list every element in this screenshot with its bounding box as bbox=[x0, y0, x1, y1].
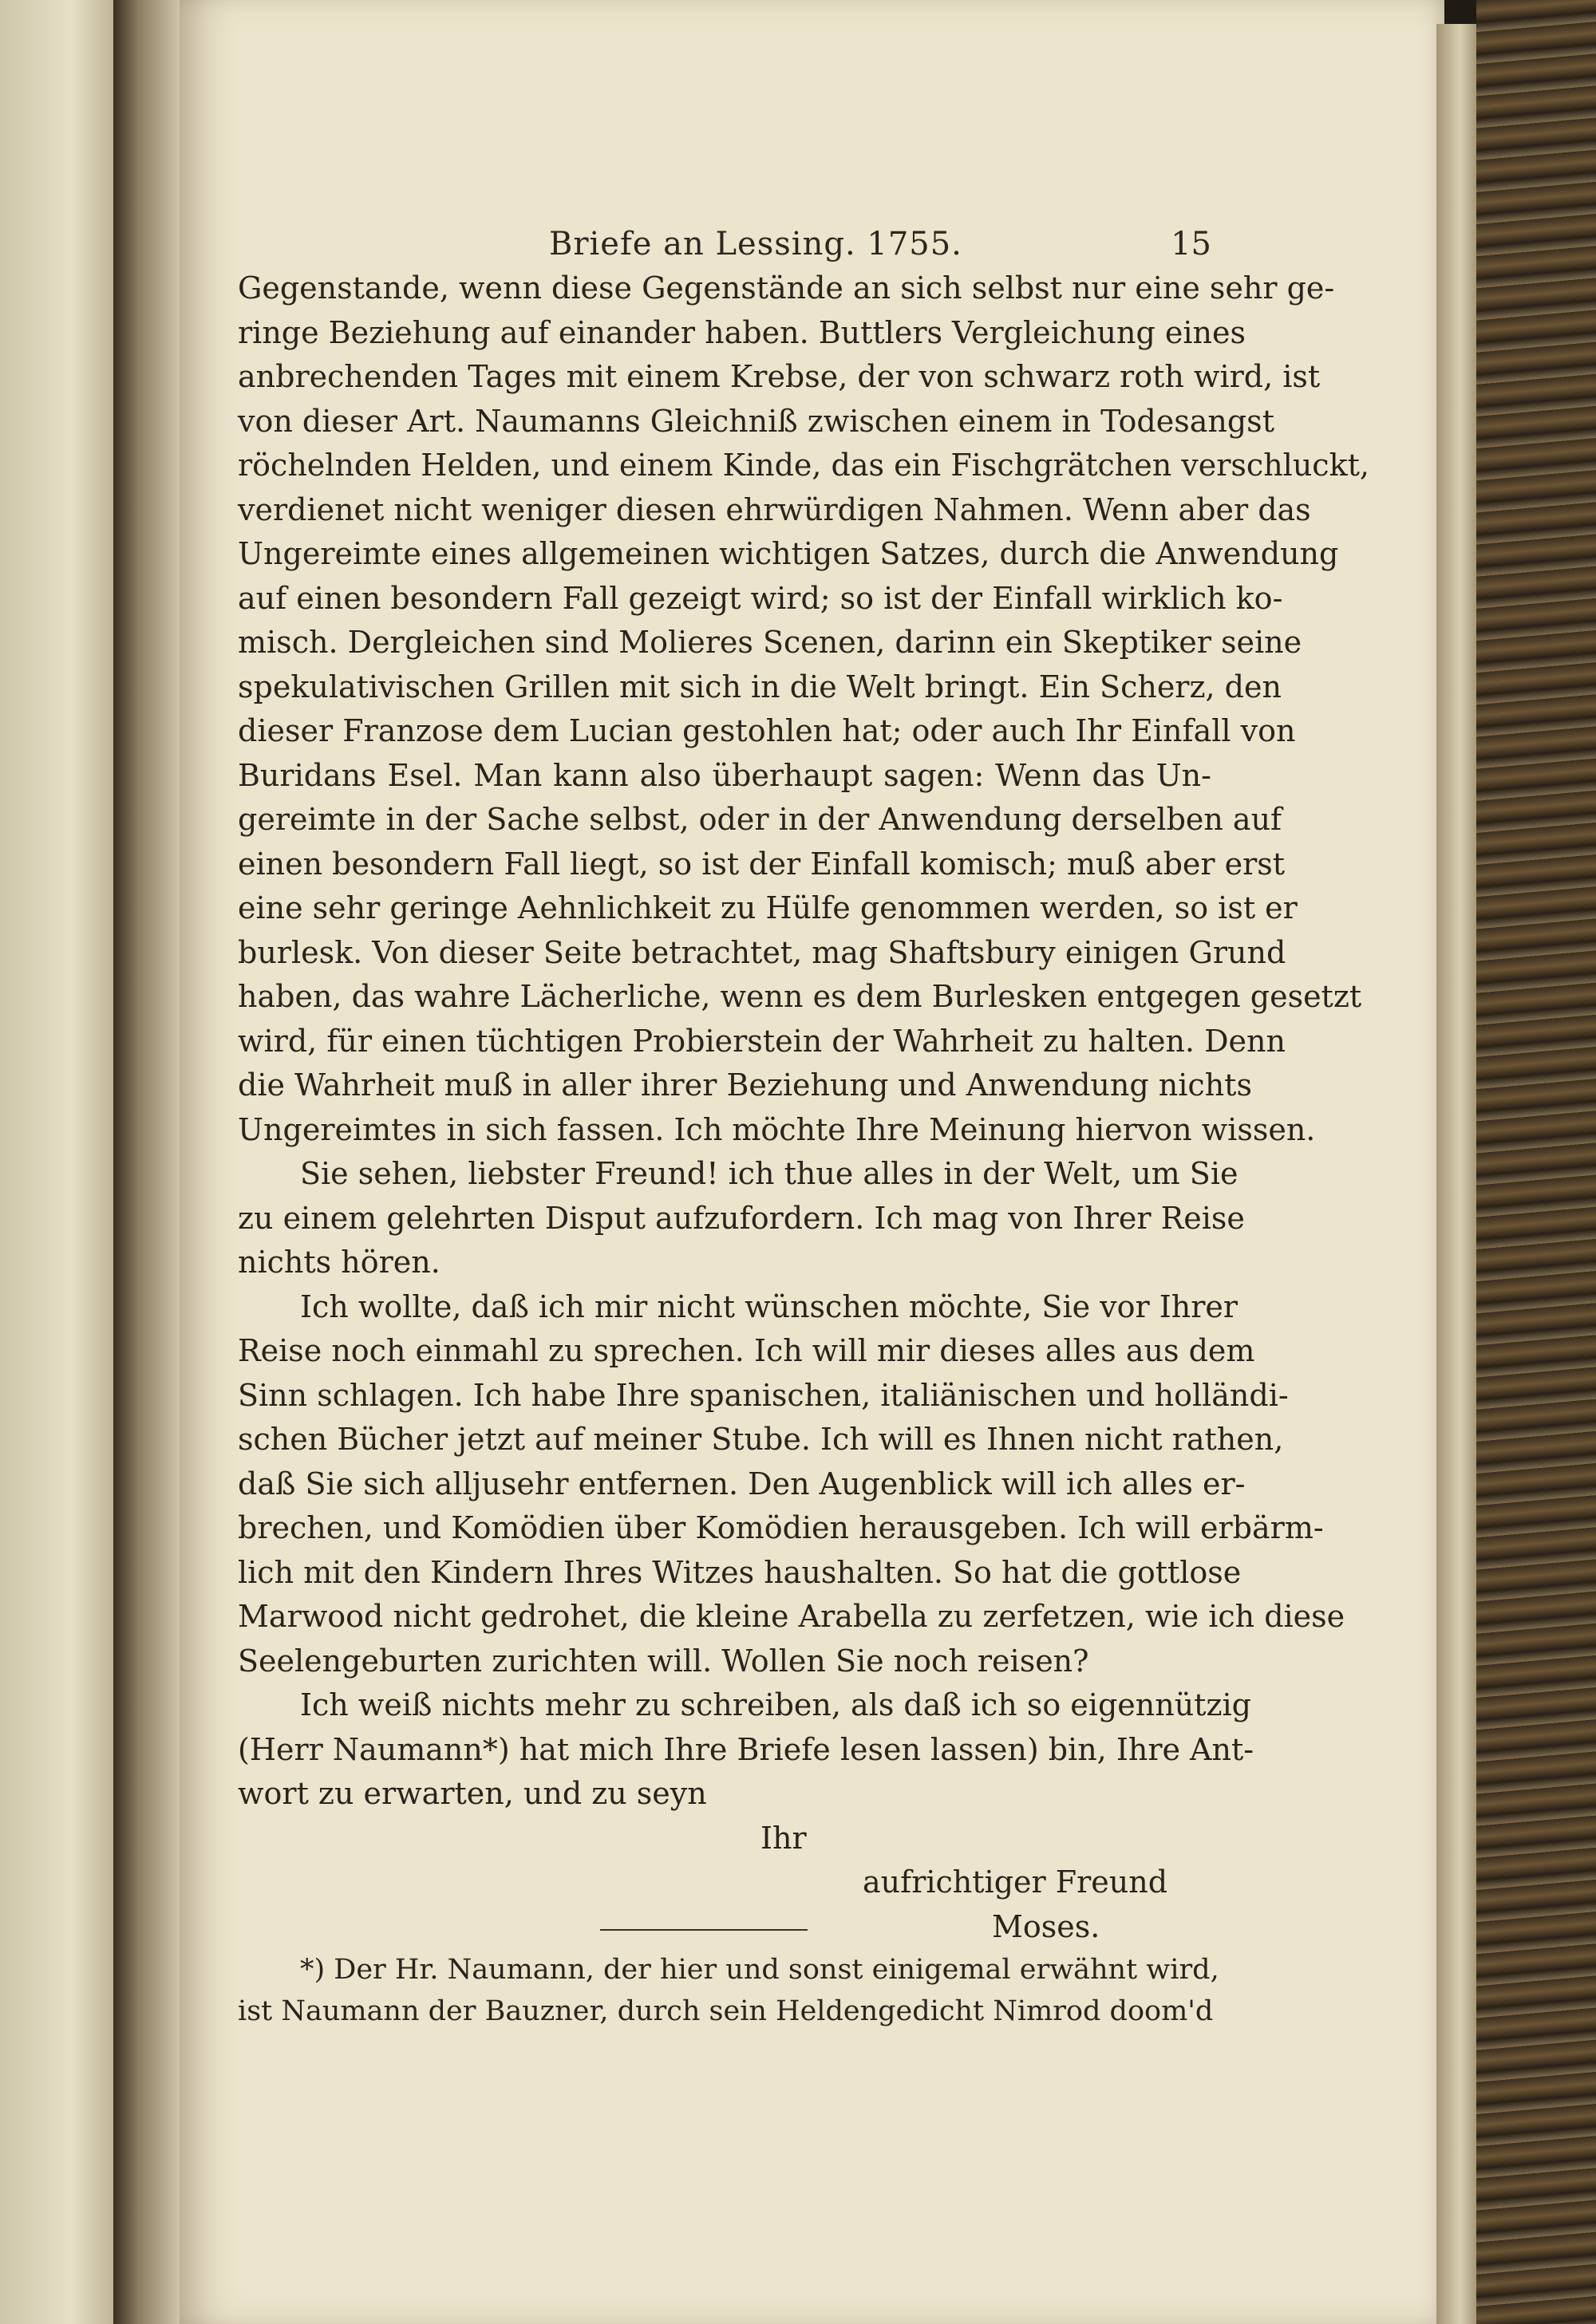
text-line: lich mit den Kindern Ihres Witzes haushalten. So hat die gottlose bbox=[238, 1554, 1242, 1590]
text-line: die Wahrheit muß in aller ihrer Beziehung und Anwendung nichts bbox=[238, 1067, 1252, 1103]
text-line: burlesk. Von dieser Seite betrachtet, mag Shaftsbury einigen Grund bbox=[238, 934, 1286, 970]
text-line: röchelnden Helden, und einem Kinde, das ein Fischgrätchen verschluckt, bbox=[238, 448, 1369, 483]
text-line: Ich weiß nichts mehr zu schreiben, als daß ich so eigennützig bbox=[300, 1687, 1251, 1722]
running-title: Briefe an Lessing. 1755. bbox=[549, 226, 962, 262]
text-line: dieser Franzose dem Lucian gestohlen hat; oder auch Ihr Einfall von bbox=[238, 713, 1296, 748]
text-line: Seelengeburten zurichten will. Wollen Sie noch reisen? bbox=[238, 1643, 1089, 1679]
text-line: wird, für einen tüchtigen Probierstein der Wahrheit zu halten. Denn bbox=[238, 1023, 1286, 1059]
text-line: verdienet nicht weniger diesen ehrwürdigen Nahmen. Wenn aber das bbox=[238, 491, 1311, 527]
text-line: Reise noch einmahl zu sprechen. Ich will mir dieses alles aus dem bbox=[238, 1333, 1255, 1368]
footnote bbox=[238, 1949, 1219, 2032]
footnote-rule bbox=[600, 1929, 808, 1931]
text-line: eine sehr geringe Aehnlichkeit zu Hülfe genommen werden, so ist er bbox=[238, 890, 1298, 925]
text-line: zu einem gelehrten Disput aufzufordern. Ich mag von Ihrer Reise bbox=[238, 1200, 1245, 1236]
text-line: haben, das wahre Lächerliche, wenn es dem Burlesken entgegen gesetzt bbox=[238, 979, 1362, 1014]
text-line: spekulativischen Grillen mit sich in die Welt bringt. Ein Scherz, den bbox=[238, 669, 1282, 704]
text-line: Marwood nicht gedrohet, die kleine Arabella zu zerfetzen, wie ich diese bbox=[238, 1599, 1345, 1634]
text-line: schen Bücher jetzt auf meiner Stube. Ich will es Ihnen nicht rathen, bbox=[238, 1422, 1284, 1457]
text-line: anbrechenden Tages mit einem Krebse, der von schwarz roth wird, ist bbox=[238, 359, 1321, 394]
text-line: daß Sie sich alljusehr entfernen. Den Augenblick will ich alles er- bbox=[238, 1466, 1246, 1501]
text-line: Ungereimte eines allgemeinen wichtigen Satzes, durch die Anwendung bbox=[238, 536, 1339, 571]
text-line: Ich wollte, daß ich mir nicht wünschen möchte, Sie vor Ihrer bbox=[300, 1288, 1238, 1324]
text-line: Sinn schlagen. Ich habe Ihre spanischen, italiänischen und holländi- bbox=[238, 1377, 1289, 1413]
book-gutter bbox=[113, 0, 185, 2324]
facing-page-edge bbox=[0, 0, 120, 2324]
text-line: Gegenstande, wenn diese Gegenstände an sich selbst nur eine sehr ge- bbox=[238, 270, 1335, 306]
text-line: einen besondern Fall liegt, so ist der Einfall komisch; muß aber erst bbox=[238, 846, 1286, 882]
text-line: wort zu erwarten, und zu seyn bbox=[238, 1776, 707, 1811]
text-line: gereimte in der Sache selbst, oder in der Anwendung derselben auf bbox=[238, 802, 1282, 837]
text-line: Sie sehen, liebster Freund! ich thue alles in der Welt, um Sie bbox=[300, 1156, 1238, 1191]
book-cover-edge bbox=[1476, 0, 1596, 2324]
text-line: Buridans Esel. Man kann also überhaupt sagen: Wenn das Un- bbox=[238, 757, 1211, 793]
footnote-line: *) Der Hr. Naumann, der hier und sonst einigemal erwähnt wird, bbox=[300, 1954, 1219, 1986]
text-line: nichts hören. bbox=[238, 1245, 440, 1280]
page-number: 15 bbox=[1171, 226, 1211, 262]
text-line: auf einen besondern Fall gezeigt wird; so ist der Einfall wirklich ko- bbox=[238, 580, 1283, 616]
text-line: Ungereimtes in sich fassen. Ich möchte Ihre Meinung hiervon wissen. bbox=[238, 1111, 1316, 1147]
signature-closing: Ihr bbox=[760, 1820, 807, 1856]
text-line: misch. Dergleichen sind Molieres Scenen, darinn ein Skeptiker seine bbox=[238, 625, 1302, 660]
text-line: ringe Beziehung auf einander haben. Buttlers Vergleichung eines bbox=[238, 314, 1246, 350]
signature-name: Moses. bbox=[992, 1908, 1100, 1944]
text-line: von dieser Art. Naumanns Gleichniß zwischen einem in Todesangst bbox=[238, 403, 1274, 439]
letter-body bbox=[238, 266, 1369, 1949]
text-line: brechen, und Komödien über Komödien herausgeben. Ich will erbärm- bbox=[238, 1510, 1324, 1545]
signature-title: aufrichtiger Freund bbox=[863, 1864, 1168, 1900]
footnote-line: ist Naumann der Bauzner, durch sein Heldengedicht Nimrod doom'd bbox=[238, 1995, 1214, 2027]
text-line: (Herr Naumann*) hat mich Ihre Briefe lesen lassen) bin, Ihre Ant- bbox=[238, 1731, 1254, 1767]
